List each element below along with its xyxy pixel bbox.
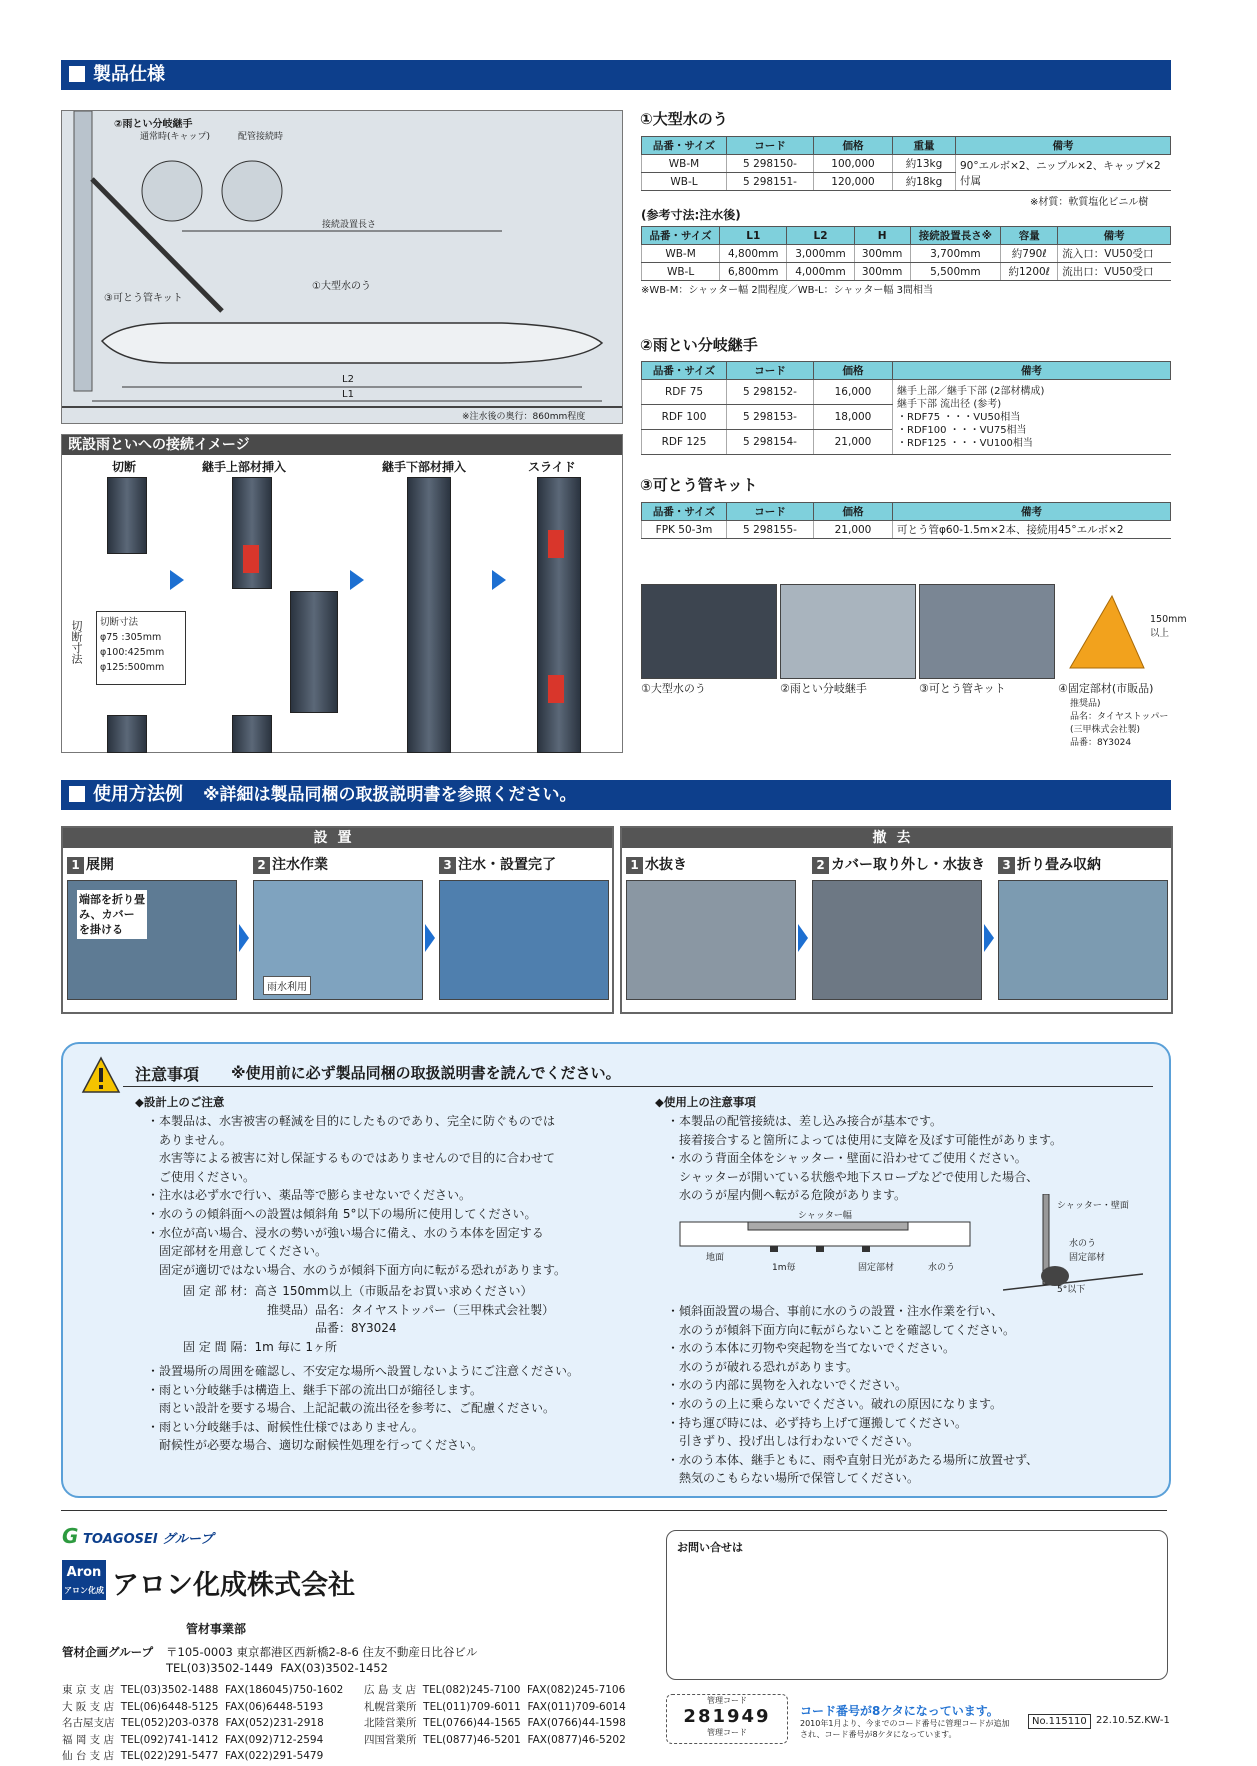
remark-line: 継手下部 流出径 (参考) [897, 398, 1002, 410]
th: 品番・サイズ [642, 362, 727, 380]
division: 管材事業部 [186, 1622, 247, 1636]
ref-title: (参考寸法:注水後) [641, 208, 741, 222]
code-message: コード番号が8ケタになっています。 [800, 1704, 999, 1718]
cell: WB-M [642, 155, 727, 173]
contact-label: お問い合せは [677, 1541, 743, 1554]
cell-remark [893, 380, 1171, 455]
step-label: カバー取り外し・水抜き [831, 857, 985, 873]
connection-title: 既設雨といへの接続イメージ [62, 435, 622, 455]
install-panel [61, 826, 614, 1014]
cut-dims-box [96, 611, 186, 685]
cell: 5 298150- [727, 155, 814, 173]
table-row [642, 380, 1171, 405]
installation-diagram [61, 110, 623, 424]
step-number: 3 [998, 857, 1015, 874]
cell: 3,000mm [787, 245, 854, 263]
th: L1 [720, 227, 787, 245]
branches-right: 広 島 支 店 TEL(082)245-7100 FAX(082)245-7106 札幌営業所 TEL(011)709-6011 FAX(011)709-6014 北陸営業所 TEL(0766)44-1565 FAX(0766)44-1598 四国営業所 TEL(0877)46-5201 FAX(0877)46-5202 [364, 1684, 626, 1746]
company-name: アロン化成株式会社 [112, 1570, 355, 1601]
arrow-right-icon-2 [984, 924, 994, 952]
design-text-2: ・設置場所の周囲を確認し、不安定な場所へ設置しないようにご注意ください。 ・雨とい分岐継手は構造上、継手下部の流出口が縮径します。 雨とい設計を要する場合、上記記載の流出径を参考に、ご配慮ください。 ・雨とい分岐継手は、耐候性仕様ではありません。 耐候性が必要な場合、適切な耐候性処理を行ってください。 [147, 1364, 580, 1453]
cell: FPK 50-3m [642, 521, 727, 539]
th: 価格 [814, 137, 893, 155]
cut-dim: φ100:425mm [100, 647, 165, 658]
step-label: 展開 [86, 857, 114, 873]
square-icon [69, 786, 85, 802]
recommended-info [1070, 698, 1168, 750]
fitting-lower-part [290, 591, 338, 713]
caution-title: 注意事項 [135, 1065, 200, 1084]
fig-fix: 固定部材 [858, 1263, 895, 1273]
fix-text: 固 定 部 材：高さ 150mm以上（市販品をお買い求めください） 推奨品）品名：タイヤストッパー（三甲株式会社製） 品番：8Y3024 固 定 間 隔：1m 毎に 1ヶ所 [183, 1284, 555, 1354]
caution-box [61, 1042, 1171, 1498]
management-code [666, 1694, 788, 1744]
cell: 約18kg [893, 173, 956, 191]
photo-tire-stopper [1062, 588, 1152, 674]
cell: 5 298155- [727, 521, 814, 539]
cell: 21,000 [814, 521, 893, 539]
fig-angle: 5°以下 [1057, 1285, 1086, 1295]
cell: 21,000 [814, 430, 893, 455]
material-note: ※材質：軟質塩化ビニル樹 [1030, 197, 1149, 208]
photo-complete [439, 880, 609, 1000]
p1-title: ①大型水のう [640, 110, 728, 128]
arrow-right-icon [170, 570, 184, 590]
arrow-right-icon-2 [350, 570, 364, 590]
code-number: 281949 [683, 1706, 771, 1727]
step-slide: スライド [528, 460, 576, 474]
red-arrow-down-icon [548, 530, 564, 558]
cell: 16,000 [814, 380, 893, 405]
remove-step-3 [998, 854, 1101, 874]
step-cut: 切断 [112, 460, 137, 474]
rec-line: 品番：8Y3024 [1070, 738, 1132, 748]
cell: WB-L [642, 263, 720, 281]
remark-line: ・RDF100 ・・・VU75相当 [897, 424, 1027, 436]
code-label-bottom: 管理コード [707, 1728, 747, 1737]
th: 品番・サイズ [642, 227, 720, 245]
pipe-cut-bottom [107, 715, 147, 753]
table-row [642, 245, 1171, 263]
th: 備考 [893, 503, 1171, 521]
fig-fix-2: 固定部材 [1069, 1253, 1106, 1263]
label-branch: ②雨とい分岐継手 [114, 119, 193, 130]
fig-per-meter: 1m毎 [772, 1263, 796, 1273]
table-row [642, 521, 1171, 539]
label-l2: L2 [342, 374, 354, 385]
cell: 流出口：VU50受口 [1058, 263, 1171, 281]
caution-title-note: ※使用前に必ず製品同梱の取扱説明書を読んでください。 [231, 1064, 621, 1082]
table-row [642, 263, 1171, 281]
remove-panel [620, 826, 1173, 1014]
step-label: 注水・設置完了 [458, 857, 556, 873]
rec-line: 品名：タイヤストッパー [1070, 712, 1169, 722]
cell: 120,000 [814, 173, 893, 191]
slope-figure [1003, 1194, 1143, 1298]
design-head: ◆設計上のご注意 [135, 1095, 225, 1109]
th: 備考 [1058, 227, 1171, 245]
install-step-2 [253, 854, 328, 874]
th: H [854, 227, 910, 245]
th: 価格 [814, 362, 893, 380]
section-bar-spec [61, 60, 1171, 90]
remark-line: ・RDF125 ・・・VU100相当 [897, 437, 1033, 449]
contact-box [666, 1530, 1168, 1680]
section-bar-usage [61, 780, 1171, 810]
step-number: 3 [439, 857, 456, 874]
pipe-lower [407, 477, 451, 753]
th: 重量 [893, 137, 956, 155]
cell: 約13kg [893, 155, 956, 173]
hq-address: 〒105-0003 東京都港区西新橋2-8-6 住友不動産日比谷ビル [166, 1645, 478, 1659]
th: コード [727, 137, 814, 155]
photo-cover-off [812, 880, 982, 1000]
step-upper: 継手上部材挿入 [202, 460, 287, 474]
g-icon: G [62, 1524, 79, 1548]
th: 容量 [1001, 227, 1058, 245]
remove-step-1 [626, 854, 687, 874]
pipe-slide [537, 477, 581, 753]
photo-drain [626, 880, 796, 1000]
step-number: 1 [626, 857, 643, 874]
th: 価格 [814, 503, 893, 521]
th: 備考 [893, 362, 1171, 380]
group-logo [62, 1524, 213, 1548]
use-text: ・本製品の配管接続は、差し込み接合が基本です。 接着接合すると箇所によっては使用に支障を及ぼす可能性があります。 ・水のう背面全体をシャッター・壁面に沿わせてご使用ください。 シャッターが開いている状態や地下スロープなどで使用した場合、 水のうが屋内側へ転がる危険があります。 [667, 1114, 1063, 1203]
table-row [642, 155, 1171, 173]
step-number: 2 [253, 857, 270, 874]
use-head: ◆使用上の注意事項 [655, 1095, 756, 1109]
remove-head: 撤去 [622, 828, 1171, 848]
arrow-right-icon-3 [492, 570, 506, 590]
cell: 約790ℓ [1001, 245, 1058, 263]
cell: 300mm [854, 263, 910, 281]
fig-shutter-width: シャッター幅 [798, 1211, 852, 1221]
caption: ④固定部材(市販品) [1058, 682, 1154, 695]
ref-table [641, 226, 1171, 281]
step-number: 2 [812, 857, 829, 874]
caption: ①大型水のう [641, 682, 706, 695]
diagram-note: ※注水後の奥行：860mm程度 [462, 412, 586, 422]
cell: 300mm [854, 245, 910, 263]
step-number: 1 [67, 857, 84, 874]
label-normal: 通常時(キャップ) [140, 132, 211, 142]
remark-line: ・RDF75 ・・・VU50相当 [897, 411, 1021, 423]
cut-dim: φ75 :305mm [100, 632, 162, 643]
label-l1: L1 [342, 389, 354, 400]
side-label: 切断寸法 [70, 620, 83, 664]
warning-icon [81, 1056, 121, 1094]
branches-left: 東 京 支 店 TEL(03)3502-1488 FAX(186045)750-1602 大 阪 支 店 TEL(06)6448-5125 FAX(06)6448-5193 名古屋支店 TEL(052)203-0378 FAX(052)231-2918 福 岡 支 店 TEL(092)741-1412 FAX(092)712-2594 仙 台 支 店 TEL(022)291-5477 FAX(022)291-5479 [62, 1684, 344, 1762]
p3-title: ③可とう管キット [640, 476, 758, 494]
fig-ground: 地面 [706, 1253, 725, 1263]
install-step-3 [439, 854, 556, 874]
th: 品番・サイズ [642, 137, 727, 155]
design-text: ・本製品は、水害被害の軽減を目的にしたものであり、完全に防ぐものでは ありません。 水害等による被害に対し保証するものではありませんので目的に合わせて ご使用ください。 ・注水は必ず水で行い、薬品等で膨らませないでください。 ・水のうの傾斜面への設置は傾斜角 5°以下の場所に使用してください。 ・水位が高い場合、浸水の勢いが強い場合に備え、水のう本体を固定する 固定部材を用意してください。 固定が適切ではない場合、水のうが傾斜下面方向に転がる恐れがあります。 [147, 1114, 567, 1277]
cell-remark: 90°エルボ×2、ニップル×2、キャップ×2付属 [956, 155, 1171, 191]
remove-step-2 [812, 854, 985, 874]
cell: 約1200ℓ [1001, 263, 1058, 281]
cell: 6,800mm [720, 263, 787, 281]
height-note: 150mm以上 [1150, 614, 1187, 639]
fig-bag: 水のう [928, 1263, 956, 1273]
doc-number: No.115110 [1028, 1714, 1091, 1729]
install-step-1 [67, 854, 114, 874]
arrow-right-icon [798, 924, 808, 952]
cell: WB-M [642, 245, 720, 263]
section-title: 使用方法例 [93, 784, 183, 805]
photo-flex-kit [919, 584, 1055, 679]
cut-dim: φ125:500mm [100, 662, 165, 673]
fig-bag-2: 水のう [1069, 1239, 1097, 1249]
section-title: 製品仕様 [93, 64, 165, 85]
footer-divider [61, 1510, 1167, 1511]
ref-note: ※WB-M：シャッター幅 2間程度／WB-L：シャッター幅 3間相当 [641, 285, 933, 296]
hq-label: 管材企画グループ [62, 1645, 154, 1659]
aron-logo [62, 1560, 106, 1600]
cell: 5 298153- [727, 405, 814, 430]
rain-label: 雨水利用 [263, 976, 311, 995]
th: 接続設置長さ※ [910, 227, 1001, 245]
th: 備考 [956, 137, 1171, 155]
cell: RDF 100 [642, 405, 727, 430]
code-label-top: 管理コード [707, 1696, 747, 1705]
red-arrow-up-icon [243, 545, 259, 573]
group-name: TOAGOSEI グループ [82, 1532, 214, 1547]
label-length: 接続設置長さ [322, 220, 377, 230]
logo-text: Aron [66, 1565, 102, 1580]
cell: 4,800mm [720, 245, 787, 263]
cell: WB-L [642, 173, 727, 191]
cell: 流入口：VU50受口 [1058, 245, 1171, 263]
cell: 5 298151- [727, 173, 814, 191]
tire-stopper-icon [1062, 588, 1152, 674]
photo-fold [998, 880, 1168, 1000]
remark-line: 継手上部／継手下部 (2部材構成) [897, 385, 1045, 397]
step-lower: 継手下部材挿入 [382, 460, 467, 474]
red-arrow-down-icon-2 [548, 675, 564, 703]
square-icon [69, 66, 85, 82]
cell: 100,000 [814, 155, 893, 173]
photo-branch-joint [780, 584, 916, 679]
logo-subtext: アロン化成 [64, 1586, 104, 1595]
rec-line: 推奨品) [1070, 699, 1101, 709]
fig-shutter-face: シャッター・壁面 [1057, 1201, 1129, 1211]
th: L2 [787, 227, 854, 245]
cell: 18,000 [814, 405, 893, 430]
th: 品番・サイズ [642, 503, 727, 521]
hq-tel: TEL(03)3502-1449 FAX(03)3502-1452 [166, 1661, 388, 1675]
cell: RDF 75 [642, 380, 727, 405]
cell: 5 298154- [727, 430, 814, 455]
connection-image [61, 434, 623, 753]
step-label: 水抜き [645, 857, 687, 873]
use-text-2: ・傾斜面設置の場合、事前に水のうの設置・注水作業を行い、 水のうが傾斜下面方向に転がらないことを確認してください。 ・水のう本体に刃物や突起物を当てないでください。 水のうが破れる恐れがあります。 ・水のう内部に異物を入れないでください。 ・水のうの上に乗らないでください。破れの原因になります。 ・持ち運び時には、必ず持ち上げて運搬してください。 引きずり、投げ出しは行わないでください。 ・水のう本体、継手ともに、雨や直射日光があたる場所に放置せず、 熱気のこもらない場所で保管してください。 [667, 1304, 1039, 1486]
step-label: 注水作業 [272, 857, 328, 873]
cell: 4,000mm [787, 263, 854, 281]
photo-big-bag [641, 584, 777, 679]
cell: 5,500mm [910, 263, 1001, 281]
p1-table [641, 136, 1171, 191]
label-big: ①大型水のう [312, 281, 371, 292]
th: コード [727, 503, 814, 521]
pipe-upper-bottom [232, 715, 272, 753]
code-message-detail: 2010年1月より、今までのコード番号に管理コードが追加され、コード番号が8ケタになっています。 [800, 1719, 1010, 1739]
caption: ③可とう管キット [919, 682, 1006, 695]
rec-line: (三甲株式会社製) [1070, 725, 1141, 735]
th: コード [727, 362, 814, 380]
cell: 3,700mm [910, 245, 1001, 263]
label-connected: 配管接続時 [238, 132, 284, 142]
divider [123, 1086, 1153, 1087]
fixing-plan-figure [678, 1208, 978, 1278]
p2-title: ②雨とい分岐継手 [640, 336, 758, 354]
p3-table [641, 502, 1171, 539]
label-flex: ③可とう管キット [104, 293, 183, 304]
cell: 可とう管φ60-1.5m×2本、接続用45°エルボ×2 [893, 521, 1171, 539]
p2-table [641, 361, 1171, 455]
cell: 5 298152- [727, 380, 814, 405]
cut-dims-title: 切断寸法 [100, 617, 139, 628]
deploy-bubble: 端部を折り畳み、カバーを掛ける [77, 890, 147, 939]
print-date: 22.10.5Z.KW-1 [1096, 1715, 1170, 1726]
section-note: ※詳細は製品同梱の取扱説明書を参照ください。 [203, 785, 577, 805]
arrow-right-icon-2 [425, 924, 435, 952]
caption: ②雨とい分岐継手 [780, 682, 867, 695]
install-head: 設置 [63, 828, 612, 848]
arrow-right-icon [239, 924, 249, 952]
cell: RDF 125 [642, 430, 727, 455]
step-label: 折り畳み収納 [1017, 857, 1101, 873]
pipe-cut-top [107, 477, 147, 554]
